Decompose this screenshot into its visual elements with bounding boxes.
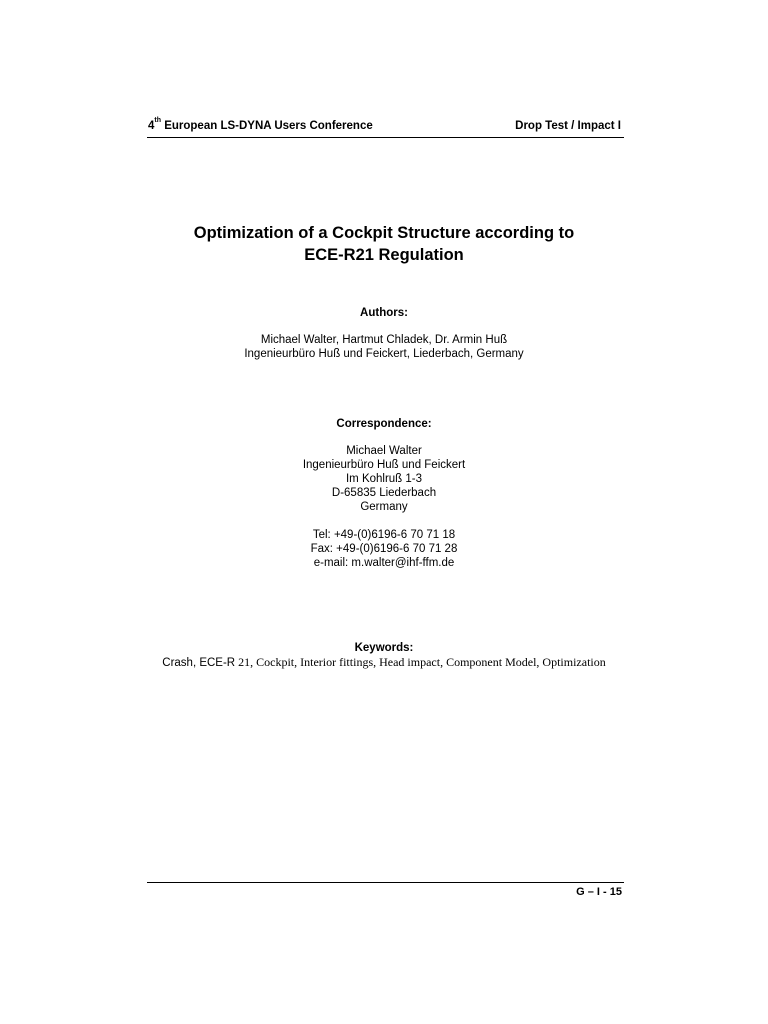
keywords-heading: Keywords:	[354, 642, 414, 654]
paper-title-line-2: ECE-R21 Regulation	[304, 246, 464, 264]
correspondence-country: Germany	[360, 501, 408, 513]
paper-title	[0, 222, 768, 266]
conference-ordinal-suffix: th	[154, 117, 162, 124]
authors-block	[0, 306, 768, 361]
conference-title: European LS-DYNA Users Conference	[161, 120, 373, 132]
keywords-block	[0, 641, 768, 670]
correspondence-email: e-mail: m.walter@ihf-ffm.de	[313, 557, 455, 569]
authors-heading: Authors:	[360, 307, 408, 319]
correspondence-street: Im Kohlruß 1-3	[345, 473, 423, 485]
keywords-list	[0, 655, 768, 670]
paper-title-line-1: Optimization of a Cockpit Structure according to	[193, 224, 575, 242]
correspondence-city: D-65835 Liederbach	[331, 487, 437, 499]
author-affiliation: Ingenieurbüro Huß und Feickert, Liederbach, Germany	[244, 348, 524, 360]
correspondence-fax: Fax: +49-(0)6196-6 70 71 28	[310, 543, 458, 555]
conference-number: 4	[148, 120, 155, 132]
correspondence-heading: Correspondence:	[336, 418, 432, 430]
author-names: Michael Walter, Hartmut Chladek, Dr. Armin Huß	[260, 334, 508, 346]
correspondence-tel: Tel: +49-(0)6196-6 70 71 18	[312, 529, 456, 541]
page-identifier: G – I - 15	[576, 886, 622, 898]
keywords-list-sans: Crash, ECE-R	[162, 657, 236, 669]
conference-name	[148, 117, 373, 132]
running-footer	[147, 882, 624, 903]
keywords-list-serif: 21, Cockpit, Interior fittings, Head impact, Component Model, Optimization	[235, 655, 606, 669]
correspondence-name: Michael Walter	[346, 445, 422, 457]
section-name: Drop Test / Impact I	[515, 120, 621, 132]
correspondence-block	[0, 417, 768, 570]
running-header	[147, 117, 624, 138]
correspondence-company: Ingenieurbüro Huß und Feickert	[302, 459, 466, 471]
